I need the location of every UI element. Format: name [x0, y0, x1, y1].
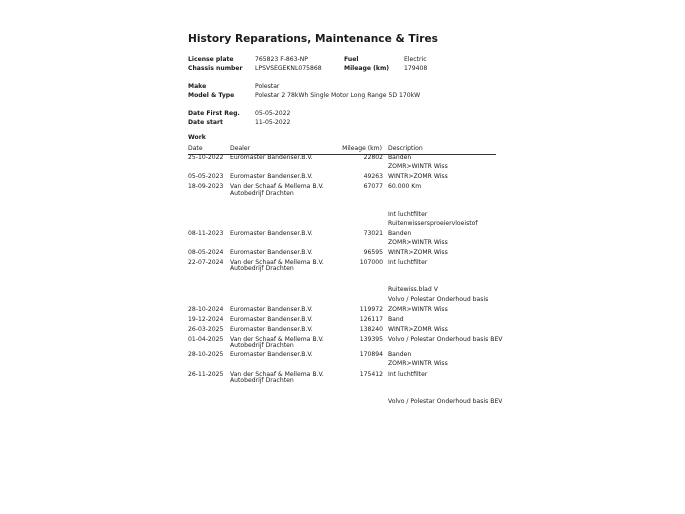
row-description: ZOMR>WINTR Wiss — [388, 238, 448, 246]
row-description: Banden — [388, 154, 412, 161]
col-header-description: Description — [388, 145, 423, 152]
row-mileage: 139395 — [359, 335, 383, 343]
row-dealer: Euromaster Bandenser.B.V. — [230, 351, 313, 359]
model-label: Model & Type — [188, 92, 235, 99]
row-description: 60.000 Km — [388, 183, 422, 191]
row-dealer: Euromaster Bandenser.B.V. — [230, 325, 313, 333]
row-description: Int luchtfilter — [388, 259, 428, 267]
row-mileage: 126117 — [359, 315, 383, 323]
row-dealer: Autobedrijf Drachten — [230, 376, 294, 384]
chassis-value: LPSVSEGEKNL075868 — [255, 65, 322, 72]
row-description: Int luchtfilter — [388, 370, 428, 378]
fuel-value: Electric — [404, 56, 427, 63]
first-reg-label: Date First Reg. — [188, 110, 240, 117]
row-dealer: Euromaster Bandenser.B.V. — [230, 154, 313, 161]
fuel-label: Fuel — [344, 56, 359, 63]
row-date: 25-10-2022 — [188, 154, 224, 161]
row-date: 01-04-2025 — [188, 335, 224, 343]
row-dealer: Autobedrijf Drachten — [230, 265, 294, 273]
row-date: 28-10-2025 — [188, 351, 224, 359]
row-date: 08-11-2023 — [188, 229, 224, 237]
row-mileage: 67077 — [363, 183, 383, 191]
row-date: 05-05-2023 — [188, 173, 224, 181]
row-date: 26-11-2025 — [188, 370, 224, 378]
row-dealer: Euromaster Bandenser.B.V. — [230, 173, 313, 181]
row-dealer: Van der Schaaf & Mellema B.V. — [230, 183, 324, 191]
row-description: Volvo / Polestar Onderhoud basis BEV — [388, 335, 503, 343]
row-date: 18-09-2023 — [188, 183, 224, 191]
row-description: Int luchtfilter — [388, 210, 428, 218]
license-plate-value: 765823 F-863-NP — [255, 56, 308, 63]
row-dealer: Euromaster Bandenser.B.V. — [230, 229, 313, 237]
row-dealer: Van der Schaaf & Mellema B.V. — [230, 259, 324, 267]
row-description: Band — [388, 315, 404, 323]
col-header-date: Date — [188, 145, 203, 152]
row-date: 28-10-2024 — [188, 305, 224, 313]
col-header-dealer: Dealer — [230, 145, 251, 152]
row-description: WINTR>ZOMR Wiss — [388, 249, 448, 256]
row-dealer: Euromaster Bandenser.B.V. — [230, 249, 313, 256]
date-start-value: 11-05-2022 — [255, 119, 291, 126]
row-description: ZOMR>WINTR Wiss — [388, 305, 448, 313]
mileage-value: 179408 — [404, 65, 428, 72]
row-mileage: 170894 — [359, 351, 383, 359]
row-description: WINTR>ZOMR Wiss — [388, 325, 448, 333]
row-mileage: 175412 — [359, 370, 383, 378]
first-reg-value: 05-05-2022 — [255, 110, 291, 117]
model-value: Polestar 2 78kWh Single Motor Long Range 5D 170kW — [255, 92, 421, 99]
license-plate-label: License plate — [188, 56, 234, 63]
row-description: Banden — [388, 351, 412, 359]
row-dealer: Van der Schaaf & Mellema B.V. — [230, 335, 324, 343]
row-description: Volvo / Polestar Onderhoud basis — [388, 295, 489, 303]
col-header-mileage: Mileage (km) — [342, 145, 382, 152]
row-mileage: 22802 — [363, 154, 383, 161]
row-dealer: Autobedrijf Drachten — [230, 189, 294, 197]
report-title: History Reparations, Maintenance & Tires — [188, 33, 438, 45]
row-description: Ruitenwissersproeiervloeistof — [388, 219, 478, 227]
row-description: WINTR>ZOMR Wiss — [388, 173, 448, 181]
work-section-title: Work — [188, 134, 206, 141]
row-dealer: Van der Schaaf & Mellema B.V. — [230, 370, 324, 378]
row-description: ZOMR>WINTR Wiss — [388, 360, 448, 368]
make-label: Make — [188, 83, 207, 90]
row-date: 19-12-2024 — [188, 315, 224, 323]
row-date: 08-05-2024 — [188, 249, 224, 256]
row-mileage: 138240 — [359, 325, 383, 333]
row-mileage: 96595 — [363, 249, 383, 256]
row-date: 22-07-2024 — [188, 259, 224, 267]
row-mileage: 107000 — [359, 259, 383, 267]
row-mileage: 73021 — [363, 229, 383, 237]
row-date: 26-03-2025 — [188, 325, 224, 333]
row-description: Banden — [388, 229, 412, 237]
date-start-label: Date start — [188, 119, 223, 126]
row-dealer: Euromaster Bandenser.B.V. — [230, 305, 313, 313]
row-description: ZOMR>WINTR Wiss — [388, 163, 448, 171]
row-mileage: 49263 — [363, 173, 383, 181]
row-description: Volvo / Polestar Onderhoud basis BEV — [388, 397, 503, 405]
row-dealer: Euromaster Bandenser.B.V. — [230, 315, 313, 323]
row-description: Ruitewiss.blad V — [388, 286, 438, 294]
make-value: Polestar — [255, 83, 280, 90]
row-mileage: 119972 — [359, 305, 383, 313]
mileage-label: Mileage (km) — [344, 65, 390, 72]
row-dealer: Autobedrijf Drachten — [230, 342, 294, 350]
chassis-label: Chassis number — [188, 65, 243, 72]
